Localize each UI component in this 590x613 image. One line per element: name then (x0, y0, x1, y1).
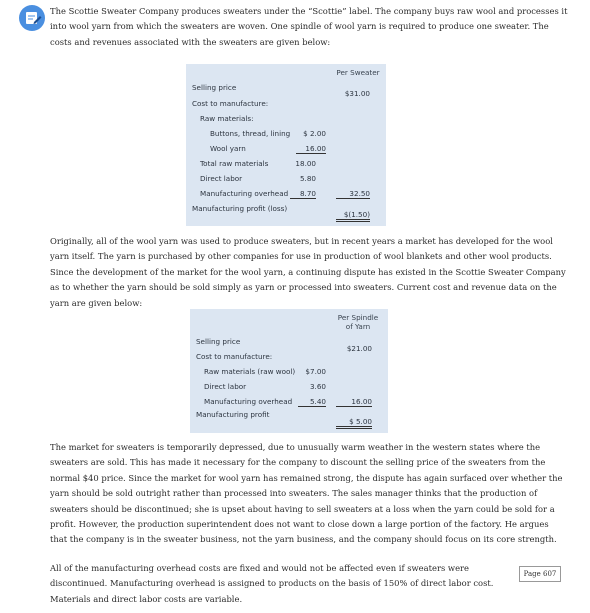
row-label: Cost to manufacture: (192, 99, 269, 108)
row-label: Selling price (192, 83, 237, 92)
row-label: Wool yarn (210, 144, 246, 153)
middle-paragraph: Originally, all of the wool yarn was used to produce sweaters, but in recent years a market has developed for the wool yarn itself. The yarn is purchased by other companies for use in production of wool blankets and other wool products. Since the development of the market for the wool yarn, a continuing dispute has existed in the Scottie Sweater Company as to whether the yarn should be sold simply as yarn or processed into sweaters. Current cost and revenue data on the yarn are given below: (50, 236, 566, 308)
row-value: 16.00 (336, 397, 372, 407)
row-value: $ 2.00 (303, 129, 326, 138)
row-label: Raw materials: (200, 114, 254, 123)
market-paragraph: The market for sweaters is temporarily depressed, due to unusually warm weather in the western states where the sweaters are sold. This has made it necessary for the company to discount the selling price of the sweaters from the normal $40 price. Since the market for wool yarn has remained strong, the dispute has again surfaced over whether the yarn should be sold outright rather than processed into sweaters. The sales manager thinks that the production of sweaters should be discontinued; she is upset about having to sell sweaters at a loss when the yarn could be sold for a profit. However, the production superintendent does not want to close down a large portion of the factory. He argues that the company is in the sweater business, not the yarn business, and the company should focus on its core strength. (50, 442, 563, 545)
column-header: Per Sweater (336, 68, 380, 77)
row-label: Manufacturing profit (loss) (192, 204, 288, 213)
row-label: Direct labor (204, 382, 247, 391)
row-label: Selling price (196, 337, 241, 346)
row-value: $31.00 (344, 89, 370, 98)
edit-document-icon (19, 5, 45, 31)
row-label: Buttons, thread, lining (210, 129, 291, 138)
row-value: 8.70 (290, 189, 316, 199)
row-label: Manufacturing profit (196, 410, 270, 419)
row-value: 16.00 (296, 144, 326, 154)
closing-paragraph: All of the manufacturing overhead costs are fixed and would not be affected even if sweaters were discontinued. Manufacturing overhead is assigned to products on the basis of 150% of direct labor cost. Materials and direct labor costs are variable. (50, 563, 494, 604)
sweater-cost-table (186, 64, 386, 226)
intro-paragraph: The Scottie Sweater Company produces sweaters under the “Scottie” label. The company buys raw wool and processes it into wool yarn from which the sweaters are woven. One spindle of wool yarn is required to produce one sweater. The costs and revenues associated with the sweaters are given below: (50, 6, 568, 47)
row-value: $(1.50) (336, 210, 370, 222)
row-value: 32.50 (336, 189, 370, 199)
row-label: Raw materials (raw wool) (204, 367, 296, 376)
column-header: of Yarn (345, 322, 371, 331)
row-value: $7.00 (305, 367, 326, 376)
row-value: 18.00 (295, 159, 316, 168)
column-header: Per Spindle (337, 313, 379, 322)
yarn-cost-table (190, 309, 388, 433)
row-label: Manufacturing overhead (200, 189, 289, 198)
row-value: 3.60 (309, 382, 326, 391)
row-value: $ 5.00 (336, 417, 372, 429)
row-value: $21.00 (346, 344, 372, 353)
row-label: Manufacturing overhead (204, 397, 293, 406)
row-label: Total raw materials (200, 159, 269, 168)
row-value: 5.80 (299, 174, 316, 183)
row-value: 5.40 (298, 397, 326, 407)
row-label: Direct labor (200, 174, 243, 183)
row-label: Cost to manufacture: (196, 352, 273, 361)
page-number-badge: Page 607 (519, 566, 561, 582)
